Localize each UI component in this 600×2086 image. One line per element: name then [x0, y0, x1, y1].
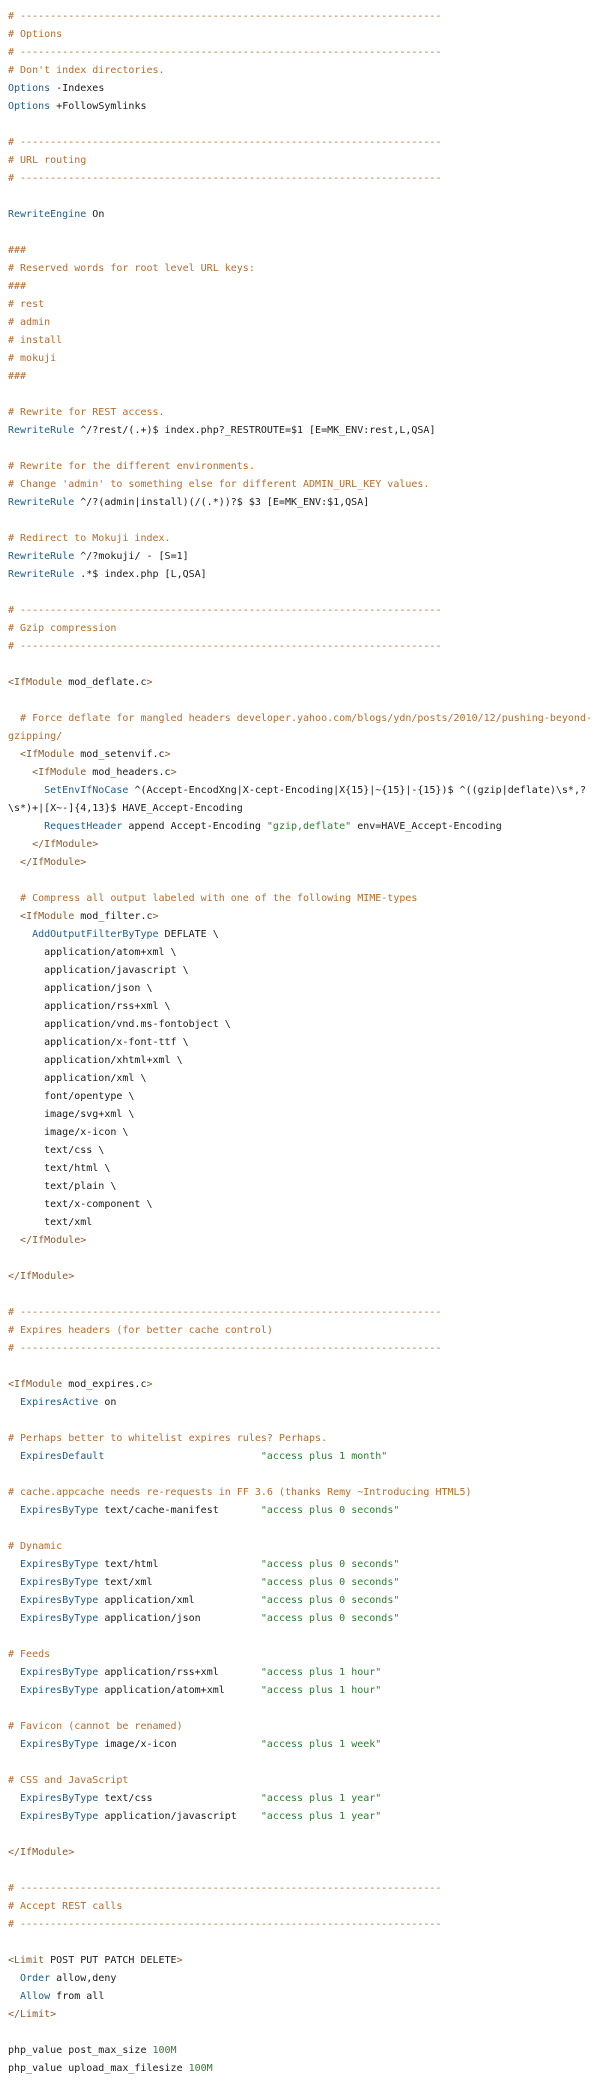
blank-line: [8, 1520, 592, 1538]
blank-line: [8, 386, 592, 404]
code-line: [8, 1448, 592, 1466]
code-text: text/xml: [98, 1577, 261, 1588]
code-line: [8, 1898, 592, 1916]
directive: ExpiresByType: [20, 1811, 99, 1822]
code-line: [8, 908, 592, 926]
code-line: [8, 1178, 592, 1196]
code-line: [8, 980, 592, 998]
comment: # ----------------------------------------------------------------------: [8, 605, 442, 616]
code-text: image/x-icon: [98, 1739, 261, 1750]
code-text: image/x-icon \: [8, 1127, 129, 1138]
tag: >: [176, 1955, 183, 1966]
code-line: [8, 404, 592, 422]
code-line: [8, 1106, 592, 1124]
tag: </IfModule>: [32, 839, 99, 850]
blank-line: [8, 1934, 592, 1952]
string-value: 100M: [152, 2045, 177, 2056]
code-line: [8, 926, 592, 944]
blank-line: [8, 440, 592, 458]
code-text: application/javascript \: [8, 965, 189, 976]
code-text: mod_setenvif.c: [74, 749, 165, 760]
comment: # cache.appcache needs re-requests in FF 3.6 (thanks Remy ~Introducing HTML5): [8, 1487, 472, 1498]
tag: </IfModule>: [8, 1271, 75, 1282]
directive: RewriteRule: [8, 551, 75, 562]
directive: ExpiresByType: [20, 1685, 99, 1696]
code-text: On: [86, 209, 105, 220]
string-value: "gzip,deflate": [266, 821, 352, 832]
code-line: [8, 134, 592, 152]
code-text: [8, 1397, 20, 1408]
code-text: application/xhtml+xml \: [8, 1055, 183, 1066]
blank-line: [8, 1754, 592, 1772]
code-line: [8, 1952, 592, 1970]
directive: RewriteRule: [8, 497, 75, 508]
tag: <IfModule: [8, 677, 63, 688]
code-text: [8, 839, 32, 850]
code-text: image/svg+xml \: [8, 1109, 135, 1120]
code-line: [8, 206, 592, 224]
code-text: mod_filter.c: [74, 911, 153, 922]
directive: ExpiresByType: [20, 1667, 99, 1678]
code-text: ^/?mokuji/ - [S=1]: [74, 551, 189, 562]
comment: # ----------------------------------------------------------------------: [8, 1883, 442, 1894]
code-line: [8, 8, 592, 26]
comment: # ----------------------------------------------------------------------: [8, 137, 442, 148]
string-value: "access plus 1 year": [260, 1793, 382, 1804]
code-line: [8, 1052, 592, 1070]
code-text: [8, 749, 20, 760]
code-line: [8, 1502, 592, 1520]
code-line: [8, 1124, 592, 1142]
directive: ExpiresByType: [20, 1577, 99, 1588]
code-line: [8, 1646, 592, 1664]
code-line: [8, 1070, 592, 1088]
code-text: [8, 1559, 20, 1570]
code-text: [8, 785, 44, 796]
blank-line: [8, 224, 592, 242]
code-text: [8, 1973, 20, 1984]
code-text: [8, 911, 20, 922]
code-line: [8, 548, 592, 566]
blank-line: [8, 1412, 592, 1430]
comment: # rest: [8, 299, 45, 310]
directive: Order: [20, 1973, 51, 1984]
code-text: application/json \: [8, 983, 153, 994]
code-line: [8, 98, 592, 116]
code-text: ^(Accept-EncodXng|X-cept-Encoding|X{15}|~{15}|-{15})$ ^((gzip|deflate)\s*,?\s*)+|[X~-]{4,13}$ HAVE_Accept-Encoding: [8, 785, 586, 814]
code-line: [8, 62, 592, 80]
code-line: [8, 1574, 592, 1592]
comment: ###: [8, 281, 27, 292]
code-text: [104, 1451, 261, 1462]
comment: # ----------------------------------------------------------------------: [8, 641, 442, 652]
code-line: [8, 1322, 592, 1340]
blank-line: [8, 116, 592, 134]
code-text: allow,deny: [50, 1973, 117, 1984]
code-line: [8, 818, 592, 836]
blank-line: [8, 1826, 592, 1844]
directive: ExpiresByType: [20, 1505, 99, 1516]
blank-line: [8, 512, 592, 530]
comment: # mokuji: [8, 353, 57, 364]
comment: # Options: [8, 29, 63, 40]
code-line: [8, 44, 592, 62]
code-text: [8, 1685, 20, 1696]
code-line: [8, 1880, 592, 1898]
code-text: from all: [50, 1991, 105, 2002]
comment: # ----------------------------------------------------------------------: [8, 11, 442, 22]
code-line: [8, 1718, 592, 1736]
code-text: text/html \: [8, 1163, 111, 1174]
code-line: [8, 296, 592, 314]
comment: # Rewrite for REST access.: [8, 407, 165, 418]
code-line: [8, 1808, 592, 1826]
blank-line: [8, 1862, 592, 1880]
code-text: application/rss+xml: [98, 1667, 261, 1678]
code-text: application/json: [98, 1613, 261, 1624]
code-text: [8, 821, 44, 832]
code-line: [8, 350, 592, 368]
directive: ExpiresByType: [20, 1793, 99, 1804]
tag: >: [170, 767, 177, 778]
blank-line: [8, 188, 592, 206]
directive: ExpiresByType: [20, 1595, 99, 1606]
code-line: [8, 1736, 592, 1754]
code-text: [8, 1613, 20, 1624]
code-text: php_value post_max_size: [8, 2045, 153, 2056]
code-line: [8, 638, 592, 656]
code-line: [8, 1142, 592, 1160]
comment: # install: [8, 335, 63, 346]
directive: RequestHeader: [44, 821, 123, 832]
tag: >: [152, 911, 159, 922]
code-line: [8, 1016, 592, 1034]
tag: <IfModule: [20, 911, 75, 922]
directive: RewriteRule: [8, 425, 75, 436]
string-value: "access plus 0 seconds": [260, 1577, 400, 1588]
directive: RewriteRule: [8, 569, 75, 580]
code-text: application/atom+xml \: [8, 947, 177, 958]
tag: </IfModule>: [20, 1235, 87, 1246]
code-line: [8, 2006, 592, 2024]
blank-line: [8, 1700, 592, 1718]
string-value: "access plus 1 hour": [260, 1667, 382, 1678]
comment: # Redirect to Mokuji index.: [8, 533, 171, 544]
code-line: [8, 260, 592, 278]
comment: # Rewrite for the different environments.: [8, 461, 255, 472]
directive: ExpiresActive: [20, 1397, 99, 1408]
code-line: [8, 458, 592, 476]
code-line: [8, 1592, 592, 1610]
code-line: [8, 1772, 592, 1790]
code-text: application/atom+xml: [98, 1685, 261, 1696]
code-text: application/javascript: [98, 1811, 261, 1822]
comment: # ----------------------------------------------------------------------: [8, 173, 442, 184]
code-line: [8, 152, 592, 170]
blank-line: [8, 584, 592, 602]
code-text: [8, 1505, 20, 1516]
code-line: [8, 566, 592, 584]
code-line: [8, 944, 592, 962]
code-text: DEFLATE \: [158, 929, 219, 940]
directive: Allow: [20, 1991, 51, 2002]
code-line: [8, 242, 592, 260]
code-text: ^/?(admin|install)(/(.*))?$ $3 [E=MK_ENV:$1,QSA]: [74, 497, 370, 508]
directive: ExpiresDefault: [20, 1451, 105, 1462]
code-line: [8, 1844, 592, 1862]
code-line: [8, 314, 592, 332]
blank-line: [8, 1286, 592, 1304]
blank-line: [8, 692, 592, 710]
tag: <Limit: [8, 1955, 45, 1966]
comment: # Force deflate for mangled headers developer.yahoo.com/blogs/ydn/posts/2010/12/pushing-beyond-gzipping/: [8, 713, 592, 742]
code-line: [8, 1538, 592, 1556]
code-text: text/html: [98, 1559, 261, 1570]
directive: ExpiresByType: [20, 1739, 99, 1750]
code-line: [8, 332, 592, 350]
code-text: text/xml: [8, 1217, 93, 1228]
code-text: [8, 857, 20, 868]
code-text: php_value upload_max_filesize: [8, 2063, 189, 2074]
tag: </IfModule>: [8, 1847, 75, 1858]
tag: <IfModule: [32, 767, 87, 778]
directive: Options: [8, 101, 51, 112]
code-line: [8, 1430, 592, 1448]
code-line: [8, 962, 592, 980]
code-text: mod_headers.c: [86, 767, 171, 778]
code-line: [8, 854, 592, 872]
code-text: [8, 1991, 20, 2002]
string-value: "access plus 0 seconds": [260, 1595, 400, 1606]
code-line: [8, 998, 592, 1016]
comment: # Dynamic: [8, 1541, 63, 1552]
code-line: [8, 1232, 592, 1250]
code-line: [8, 1034, 592, 1052]
code-line: [8, 1484, 592, 1502]
code-line: [8, 1664, 592, 1682]
code-line: [8, 602, 592, 620]
code-text: [8, 1595, 20, 1606]
htaccess-code-listing: [8, 8, 592, 2078]
code-line: [8, 1916, 592, 1934]
code-text: mod_deflate.c: [62, 677, 147, 688]
code-text: [8, 1667, 20, 1678]
code-text: on: [98, 1397, 117, 1408]
code-text: POST PUT PATCH DELETE: [44, 1955, 177, 1966]
code-line: [8, 1196, 592, 1214]
blank-line: [8, 1250, 592, 1268]
comment: # Feeds: [8, 1649, 51, 1660]
code-line: [8, 1988, 592, 2006]
code-text: mod_expires.c: [62, 1379, 147, 1390]
string-value: 100M: [188, 2063, 213, 2074]
code-text: application/x-font-ttf \: [8, 1037, 189, 1048]
code-line: [8, 710, 592, 746]
code-line: [8, 1970, 592, 1988]
comment: # admin: [8, 317, 51, 328]
directive: Options: [8, 83, 51, 94]
comment: # ----------------------------------------------------------------------: [8, 47, 442, 58]
code-text: text/x-component \: [8, 1199, 153, 1210]
blank-line: [8, 2024, 592, 2042]
code-line: [8, 1304, 592, 1322]
directive: SetEnvIfNoCase: [44, 785, 129, 796]
code-line: [8, 530, 592, 548]
string-value: "access plus 1 week": [260, 1739, 382, 1750]
tag: <IfModule: [20, 749, 75, 760]
comment: # Expires headers (for better cache control): [8, 1325, 273, 1336]
code-text: font/opentype \: [8, 1091, 135, 1102]
comment: # ----------------------------------------------------------------------: [8, 1343, 442, 1354]
comment: # ----------------------------------------------------------------------: [8, 1307, 442, 1318]
code-line: [8, 1088, 592, 1106]
tag: >: [146, 677, 153, 688]
comment: # Don't index directories.: [8, 65, 165, 76]
blank-line: [8, 656, 592, 674]
code-line: [8, 764, 592, 782]
string-value: "access plus 0 seconds": [260, 1613, 400, 1624]
comment: # CSS and JavaScript: [8, 1775, 129, 1786]
code-text: [8, 1739, 20, 1750]
tag: >: [146, 1379, 153, 1390]
code-text: ^/?rest/(.+)$ index.php?_RESTROUTE=$1 [E=MK_ENV:rest,L,QSA]: [74, 425, 436, 436]
code-text: [8, 767, 32, 778]
code-text: application/xml: [98, 1595, 261, 1606]
tag: </IfModule>: [20, 857, 87, 868]
comment: ###: [8, 245, 27, 256]
string-value: "access plus 0 seconds": [260, 1505, 400, 1516]
comment: # Perhaps better to whitelist expires rules? Perhaps.: [8, 1433, 328, 1444]
code-line: [8, 1556, 592, 1574]
string-value: "access plus 1 year": [260, 1811, 382, 1822]
code-line: [8, 1682, 592, 1700]
string-value: "access plus 0 seconds": [260, 1559, 400, 1570]
code-text: .*$ index.php [L,QSA]: [74, 569, 207, 580]
code-line: [8, 26, 592, 44]
code-text: env=HAVE_Accept-Encoding: [351, 821, 502, 832]
code-text: text/css \: [8, 1145, 105, 1156]
directive: ExpiresByType: [20, 1613, 99, 1624]
code-text: [8, 929, 32, 940]
code-line: [8, 1340, 592, 1358]
code-line: [8, 1214, 592, 1232]
comment: # Accept REST calls: [8, 1901, 123, 1912]
code-text: append Accept-Encoding: [122, 821, 267, 832]
code-text: [8, 1811, 20, 1822]
directive: AddOutputFilterByType: [32, 929, 159, 940]
comment: ###: [8, 371, 27, 382]
code-text: application/rss+xml \: [8, 1001, 171, 1012]
code-line: [8, 476, 592, 494]
directive: ExpiresByType: [20, 1559, 99, 1570]
blank-line: [8, 872, 592, 890]
comment: # Favicon (cannot be renamed): [8, 1721, 183, 1732]
blank-line: [8, 1358, 592, 1376]
code-line: [8, 674, 592, 692]
code-line: [8, 278, 592, 296]
code-line: [8, 494, 592, 512]
code-line: [8, 1268, 592, 1286]
code-line: [8, 746, 592, 764]
comment: # ----------------------------------------------------------------------: [8, 1919, 442, 1930]
code-line: [8, 890, 592, 908]
code-line: [8, 422, 592, 440]
tag: >: [164, 749, 171, 760]
code-text: text/cache-manifest: [98, 1505, 261, 1516]
code-line: [8, 170, 592, 188]
code-line: [8, 80, 592, 98]
code-line: [8, 782, 592, 818]
comment: # Gzip compression: [8, 623, 117, 634]
code-line: [8, 368, 592, 386]
code-text: [8, 1793, 20, 1804]
blank-line: [8, 1628, 592, 1646]
code-text: [8, 1451, 20, 1462]
code-text: text/plain \: [8, 1181, 117, 1192]
code-line: [8, 1376, 592, 1394]
code-line: [8, 836, 592, 854]
directive: RewriteEngine: [8, 209, 87, 220]
code-line: [8, 1394, 592, 1412]
code-text: text/css: [98, 1793, 261, 1804]
code-line: [8, 1610, 592, 1628]
string-value: "access plus 1 month": [260, 1451, 388, 1462]
comment: # Change 'admin' to something else for different ADMIN_URL_KEY values.: [8, 479, 430, 490]
code-line: [8, 2042, 592, 2060]
code-text: [8, 1235, 20, 1246]
string-value: "access plus 1 hour": [260, 1685, 382, 1696]
tag: </Limit>: [8, 2009, 57, 2020]
code-line: [8, 1160, 592, 1178]
comment: # URL routing: [8, 155, 87, 166]
code-line: [8, 2060, 592, 2078]
tag: <IfModule: [8, 1379, 63, 1390]
code-text: application/vnd.ms-fontobject \: [8, 1019, 231, 1030]
code-text: +FollowSymlinks: [50, 101, 147, 112]
comment: # Reserved words for root level URL keys:: [8, 263, 255, 274]
code-line: [8, 620, 592, 638]
comment: # Compress all output labeled with one of the following MIME-types: [8, 893, 418, 904]
code-text: -Indexes: [50, 83, 105, 94]
blank-line: [8, 1466, 592, 1484]
code-text: application/xml \: [8, 1073, 147, 1084]
code-text: [8, 1577, 20, 1588]
code-line: [8, 1790, 592, 1808]
